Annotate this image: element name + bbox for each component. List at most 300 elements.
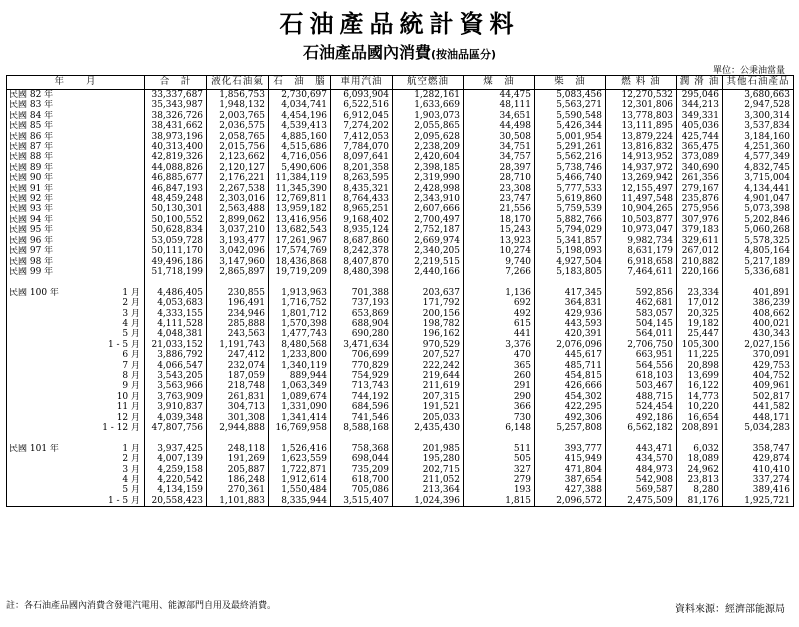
table-cell: 301,308 — [207, 413, 269, 423]
table-row — [7, 350, 794, 360]
table-cell — [535, 277, 606, 287]
table-row — [7, 111, 794, 121]
table-cell: 492 — [464, 309, 535, 319]
table-cell: 219,644 — [393, 371, 464, 381]
table-cell: 11,345,390 — [269, 184, 331, 194]
row-year: 民國 88 年 — [7, 152, 99, 162]
row-year: 民國 93 年 — [7, 204, 99, 214]
table-body — [7, 90, 794, 507]
table-cell: 18,089 — [677, 454, 723, 464]
table-cell: 744,192 — [331, 392, 393, 402]
table-cell: 200,156 — [393, 309, 464, 319]
table-cell: 10,274 — [464, 246, 535, 256]
unit-label: 單位：公秉油當量 — [712, 66, 785, 76]
table-cell: 208,891 — [677, 423, 723, 433]
row-month: 11 月 — [99, 402, 145, 412]
table-cell: 205,887 — [207, 465, 269, 475]
table-row — [7, 465, 794, 475]
table-cell: 3,193,477 — [207, 236, 269, 246]
table-cell: 434,570 — [606, 454, 677, 464]
table-cell: 34,651 — [464, 111, 535, 121]
table-cell: 105,300 — [677, 340, 723, 350]
table-cell: 13,959,182 — [269, 204, 331, 214]
row-year — [7, 329, 99, 339]
row-year — [7, 423, 99, 433]
table-row — [7, 392, 794, 402]
row-month: 1 - 12 月 — [99, 423, 145, 433]
table-cell — [145, 433, 207, 443]
table-cell: 4,333,155 — [145, 309, 207, 319]
table-cell: 701,388 — [331, 288, 393, 298]
table-cell: 2,003,765 — [207, 111, 269, 121]
table-cell: 1,136 — [464, 288, 535, 298]
table-cell: 618,700 — [331, 475, 393, 485]
table-cell: 17,574,769 — [269, 246, 331, 256]
table-cell: 5,257,808 — [535, 423, 606, 433]
row-year: 民國 98 年 — [7, 257, 99, 267]
row-month — [99, 433, 145, 443]
row-year — [7, 413, 99, 423]
table-cell: 5,073,398 — [723, 204, 794, 214]
table-cell: 542,908 — [606, 475, 677, 485]
table-cell — [464, 277, 535, 287]
table-cell: 569,587 — [606, 485, 677, 495]
row-year: 民國 97 年 — [7, 246, 99, 256]
table-cell: 9,168,402 — [331, 215, 393, 225]
table-cell: 12,769,811 — [269, 194, 331, 204]
table-cell: 13,816,832 — [606, 142, 677, 152]
table-cell: 270,361 — [207, 485, 269, 495]
table-cell: 8,935,124 — [331, 225, 393, 235]
table-cell: 20,325 — [677, 309, 723, 319]
table-cell: 366 — [464, 402, 535, 412]
table-row — [7, 100, 794, 110]
table-cell: 2,303,016 — [207, 194, 269, 204]
table-cell: 1,550,484 — [269, 485, 331, 495]
table-cell: 6,918,658 — [606, 257, 677, 267]
table-row — [7, 381, 794, 391]
table-cell: 327 — [464, 465, 535, 475]
table-cell: 196,491 — [207, 298, 269, 308]
table-cell: 267,012 — [677, 246, 723, 256]
table-row — [7, 204, 794, 214]
table-cell: 5,336,681 — [723, 267, 794, 277]
table-cell: 13,416,956 — [269, 215, 331, 225]
table-cell: 408,662 — [723, 309, 794, 319]
table-row — [7, 402, 794, 412]
row-year — [7, 485, 99, 495]
table-cell: 15,243 — [464, 225, 535, 235]
table-row — [7, 496, 794, 507]
table-cell: 1,913,963 — [269, 288, 331, 298]
table-cell: 1,331,090 — [269, 402, 331, 412]
row-year — [7, 350, 99, 360]
table-cell: 34,751 — [464, 142, 535, 152]
table-cell: 4,111,528 — [145, 319, 207, 329]
table-cell: 2,865,897 — [207, 267, 269, 277]
table-cell: 7,266 — [464, 267, 535, 277]
table-cell: 202,715 — [393, 465, 464, 475]
row-year — [7, 392, 99, 402]
row-month: 10 月 — [99, 392, 145, 402]
table-cell: 19,182 — [677, 319, 723, 329]
table-cell: 684,596 — [331, 402, 393, 412]
table-cell: 5,202,846 — [723, 215, 794, 225]
table-cell: 196,162 — [393, 329, 464, 339]
table-cell: 17,012 — [677, 298, 723, 308]
table-cell: 8,097,641 — [331, 152, 393, 162]
table-cell — [677, 433, 723, 443]
table-cell: 2,420,604 — [393, 152, 464, 162]
table-cell: 213,364 — [393, 485, 464, 495]
table-cell: 417,345 — [535, 288, 606, 298]
table-cell: 248,118 — [207, 444, 269, 454]
table-cell: 12,301,806 — [606, 100, 677, 110]
table-cell: 770,829 — [331, 361, 393, 371]
table-cell: 5,183,805 — [535, 267, 606, 277]
table-cell: 471,804 — [535, 465, 606, 475]
table-cell: 285,888 — [207, 319, 269, 329]
table-cell: 2,398,185 — [393, 163, 464, 173]
page-subtitle — [0, 40, 799, 63]
row-month: 1 月 — [99, 288, 145, 298]
table-cell: 48,111 — [464, 100, 535, 110]
table-cell: 3,886,792 — [145, 350, 207, 360]
table-cell: 1,526,416 — [269, 444, 331, 454]
table-cell: 5,619,860 — [535, 194, 606, 204]
table-cell: 260 — [464, 371, 535, 381]
table-cell — [207, 277, 269, 287]
table-row — [7, 236, 794, 246]
table-cell: 47,807,756 — [145, 423, 207, 433]
table-cell: 4,901,047 — [723, 194, 794, 204]
page-title: 石油產品統計資料 — [279, 10, 520, 38]
table-cell: 10,904,265 — [606, 204, 677, 214]
table-cell: 81,176 — [677, 496, 723, 507]
table-cell: 21,556 — [464, 204, 535, 214]
table-cell — [145, 277, 207, 287]
table-cell: 8,764,433 — [331, 194, 393, 204]
table-cell: 618,103 — [606, 371, 677, 381]
row-year — [7, 465, 99, 475]
table-cell: 754,929 — [331, 371, 393, 381]
row-month — [99, 173, 145, 183]
table-header — [7, 76, 794, 90]
row-year: 民國 83 年 — [7, 100, 99, 110]
table-cell — [606, 277, 677, 287]
table-cell: 5,198,093 — [535, 246, 606, 256]
table-cell: 10,220 — [677, 402, 723, 412]
table-cell: 2,238,209 — [393, 142, 464, 152]
table-cell: 2,428,998 — [393, 184, 464, 194]
table-cell: 46,885,677 — [145, 173, 207, 183]
row-year: 民國 86 年 — [7, 132, 99, 142]
table-cell: 290 — [464, 392, 535, 402]
table-cell: 2,343,910 — [393, 194, 464, 204]
table-cell: 400,021 — [723, 319, 794, 329]
row-month — [99, 152, 145, 162]
row-year — [7, 381, 99, 391]
row-year: 民國 85 年 — [7, 121, 99, 131]
table-cell: 4,066,547 — [145, 361, 207, 371]
table-cell: 5,341,857 — [535, 236, 606, 246]
row-month: 5 月 — [99, 329, 145, 339]
table-cell: 4,251,360 — [723, 142, 794, 152]
table-cell — [723, 433, 794, 443]
source-note: 資料來源：經濟部能源局 — [675, 604, 785, 615]
table-cell: 44,498 — [464, 121, 535, 131]
table-cell: 405,036 — [677, 121, 723, 131]
table-cell: 2,015,756 — [207, 142, 269, 152]
table-cell: 38,431,662 — [145, 121, 207, 131]
table-cell: 379,183 — [677, 225, 723, 235]
row-month: 5 月 — [99, 485, 145, 495]
table-cell: 4,486,405 — [145, 288, 207, 298]
table-cell — [331, 433, 393, 443]
header-col-3: 石 油 腦 — [269, 76, 331, 90]
table-cell: 889,944 — [269, 371, 331, 381]
table-cell: 17,261,967 — [269, 236, 331, 246]
row-year — [7, 340, 99, 350]
row-year — [7, 433, 99, 443]
table-cell — [393, 277, 464, 287]
header-col-10: 其他石油產品 — [723, 76, 794, 90]
table-cell: 1,925,721 — [723, 496, 794, 507]
table-cell: 4,039,348 — [145, 413, 207, 423]
table-cell: 365,475 — [677, 142, 723, 152]
table-cell: 9,740 — [464, 257, 535, 267]
row-year: 民國 101 年 — [7, 444, 99, 454]
table-cell: 38,326,726 — [145, 111, 207, 121]
table-cell: 4,927,504 — [535, 257, 606, 267]
table-cell: 2,095,628 — [393, 132, 464, 142]
table-cell: 713,743 — [331, 381, 393, 391]
table-cell: 564,011 — [606, 329, 677, 339]
table-cell: 195,280 — [393, 454, 464, 464]
table-cell: 3,910,837 — [145, 402, 207, 412]
table-row — [7, 319, 794, 329]
table-cell: 8,335,944 — [269, 496, 331, 507]
table-cell: 504,145 — [606, 319, 677, 329]
table-cell: 203,637 — [393, 288, 464, 298]
row-month: 8 月 — [99, 371, 145, 381]
row-year: 民國 99 年 — [7, 267, 99, 277]
table-cell: 8,201,358 — [331, 163, 393, 173]
table-cell: 3,376 — [464, 340, 535, 350]
header-col-7: 柴 油 — [535, 76, 606, 90]
table-cell: 4,134,441 — [723, 184, 794, 194]
table-cell: 1,024,396 — [393, 496, 464, 507]
table-cell: 445,617 — [535, 350, 606, 360]
row-year — [7, 496, 99, 507]
table-cell: 705,086 — [331, 485, 393, 495]
table-cell: 279 — [464, 475, 535, 485]
table-cell: 698,044 — [331, 454, 393, 464]
table-cell: 13,111,895 — [606, 121, 677, 131]
table-cell: 49,496,186 — [145, 257, 207, 267]
table-cell: 44,088,826 — [145, 163, 207, 173]
table-row — [7, 225, 794, 235]
table-cell: 14,773 — [677, 392, 723, 402]
table-cell: 524,454 — [606, 402, 677, 412]
table-cell: 4,805,164 — [723, 246, 794, 256]
table-cell: 5,490,606 — [269, 163, 331, 173]
table-cell: 5,034,283 — [723, 423, 794, 433]
table-cell: 454,815 — [535, 371, 606, 381]
table-cell — [464, 433, 535, 443]
table-cell: 3,715,004 — [723, 173, 794, 183]
table-cell: 337,274 — [723, 475, 794, 485]
table-cell: 279,167 — [677, 184, 723, 194]
table-cell: 5,466,740 — [535, 173, 606, 183]
table-cell: 470 — [464, 350, 535, 360]
table-cell: 50,130,301 — [145, 204, 207, 214]
table-cell: 6,562,182 — [606, 423, 677, 433]
table-cell: 7,412,053 — [331, 132, 393, 142]
header-col-1: 合 計 — [145, 76, 207, 90]
table-cell: 44,475 — [464, 90, 535, 101]
table-cell: 20,558,423 — [145, 496, 207, 507]
table-cell: 1,341,414 — [269, 413, 331, 423]
table-cell: 8,407,870 — [331, 257, 393, 267]
table-cell: 1,903,073 — [393, 111, 464, 121]
table-cell: 5,882,766 — [535, 215, 606, 225]
row-year: 民國 96 年 — [7, 236, 99, 246]
table-cell: 9,982,734 — [606, 236, 677, 246]
table-row — [7, 173, 794, 183]
table-cell: 2,607,666 — [393, 204, 464, 214]
table-cell: 46,847,193 — [145, 184, 207, 194]
table-cell: 207,527 — [393, 350, 464, 360]
table-cell: 443,593 — [535, 319, 606, 329]
table-cell: 441 — [464, 329, 535, 339]
table-cell: 33,337,687 — [145, 90, 207, 101]
table-cell: 1,801,712 — [269, 309, 331, 319]
table-cell: 1,191,743 — [207, 340, 269, 350]
table-row — [7, 90, 794, 101]
table-cell: 8,435,321 — [331, 184, 393, 194]
row-year — [7, 361, 99, 371]
table-cell: 304,713 — [207, 402, 269, 412]
table-cell: 38,973,196 — [145, 132, 207, 142]
table-cell: 422,295 — [535, 402, 606, 412]
table-cell: 387,654 — [535, 475, 606, 485]
header-col-2: 液化石油氣 — [207, 76, 269, 90]
table-cell: 210,882 — [677, 257, 723, 267]
table-cell: 730 — [464, 413, 535, 423]
table-cell: 429,753 — [723, 361, 794, 371]
table-row — [7, 361, 794, 371]
table-cell: 6,522,516 — [331, 100, 393, 110]
table-cell: 462,681 — [606, 298, 677, 308]
table-cell: 5,794,029 — [535, 225, 606, 235]
table-cell: 3,471,634 — [331, 340, 393, 350]
row-month — [99, 111, 145, 121]
table-cell: 393,777 — [535, 444, 606, 454]
table-cell: 2,899,062 — [207, 215, 269, 225]
table-cell: 35,343,987 — [145, 100, 207, 110]
table-cell: 8,687,860 — [331, 236, 393, 246]
table-row — [7, 433, 794, 443]
table-cell: 4,134,159 — [145, 485, 207, 495]
table-cell: 10,973,047 — [606, 225, 677, 235]
table-cell: 492,186 — [606, 413, 677, 423]
row-month — [99, 142, 145, 152]
table-row — [7, 215, 794, 225]
table-row — [7, 454, 794, 464]
table-cell: 3,680,663 — [723, 90, 794, 101]
table-row — [7, 152, 794, 162]
table-cell: 688,904 — [331, 319, 393, 329]
table-cell: 3,537,834 — [723, 121, 794, 131]
table-cell: 2,319,990 — [393, 173, 464, 183]
row-month — [99, 121, 145, 131]
table-cell: 12,155,497 — [606, 184, 677, 194]
table-cell: 5,001,954 — [535, 132, 606, 142]
table-cell: 5,578,325 — [723, 236, 794, 246]
table-cell: 5,562,216 — [535, 152, 606, 162]
row-month: 1 - 5 月 — [99, 340, 145, 350]
table-cell: 3,037,210 — [207, 225, 269, 235]
table-cell: 2,120,127 — [207, 163, 269, 173]
table-cell: 10,503,877 — [606, 215, 677, 225]
table-cell: 23,747 — [464, 194, 535, 204]
row-year — [7, 402, 99, 412]
table-cell: 48,459,248 — [145, 194, 207, 204]
row-year — [7, 298, 99, 308]
row-year: 民國 91 年 — [7, 184, 99, 194]
row-year: 民國 87 年 — [7, 142, 99, 152]
table-cell: 13,682,543 — [269, 225, 331, 235]
table-cell: 5,590,548 — [535, 111, 606, 121]
table-cell: 8,631,179 — [606, 246, 677, 256]
table-cell: 201,985 — [393, 444, 464, 454]
table-cell: 344,213 — [677, 100, 723, 110]
table-cell: 193 — [464, 485, 535, 495]
table-cell: 14,913,952 — [606, 152, 677, 162]
table-cell: 16,122 — [677, 381, 723, 391]
table-cell: 7,464,611 — [606, 267, 677, 277]
row-month — [99, 236, 145, 246]
footnote: 註：各石油產品國內消費含發電汽電用、能源部門自用及最終消費。 — [6, 601, 277, 611]
row-month: 12 月 — [99, 413, 145, 423]
table-cell: 53,059,728 — [145, 236, 207, 246]
header-col-4: 車用汽油 — [331, 76, 393, 90]
table-cell — [535, 433, 606, 443]
table-cell: 42,819,326 — [145, 152, 207, 162]
row-month — [99, 132, 145, 142]
table-cell: 410,410 — [723, 465, 794, 475]
table-cell: 8,280 — [677, 485, 723, 495]
row-year — [7, 277, 99, 287]
table-cell: 18,170 — [464, 215, 535, 225]
table-cell: 8,588,168 — [331, 423, 393, 433]
table-cell: 207,315 — [393, 392, 464, 402]
table-cell: 401,891 — [723, 288, 794, 298]
table-cell: 5,426,344 — [535, 121, 606, 131]
table-cell: 663,951 — [606, 350, 677, 360]
row-month: 2 月 — [99, 454, 145, 464]
table-cell: 6,093,904 — [331, 90, 393, 101]
table-cell: 11,497,548 — [606, 194, 677, 204]
table-cell — [269, 277, 331, 287]
table-cell: 4,034,741 — [269, 100, 331, 110]
table-cell: 220,166 — [677, 267, 723, 277]
table-cell: 370,091 — [723, 350, 794, 360]
table-row — [7, 163, 794, 173]
table-cell: 5,291,261 — [535, 142, 606, 152]
table-cell — [207, 433, 269, 443]
